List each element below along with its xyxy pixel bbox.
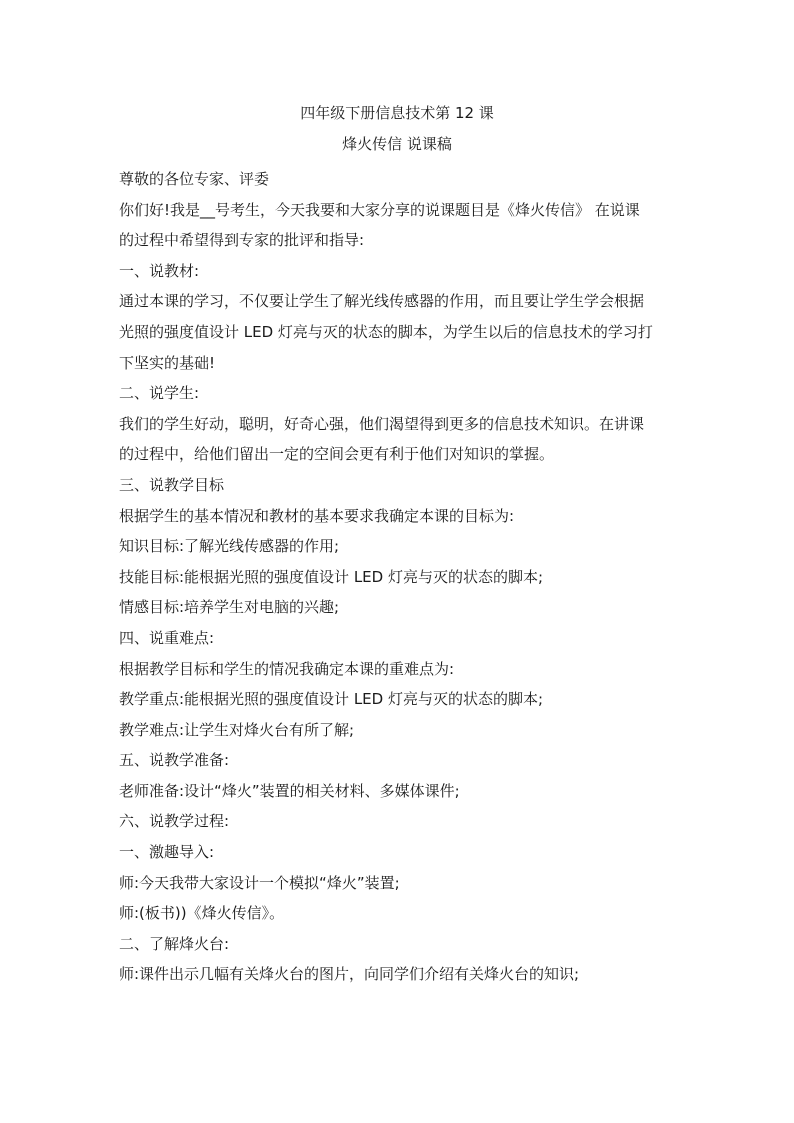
section-heading: 二、说学生:: [119, 384, 200, 403]
text-line: 光照的强度值设计 LED 灯亮与灭的状态的脚本，为学生以后的信息技术的学习打: [119, 322, 653, 341]
section-heading: 三、说教学目标: [119, 475, 225, 494]
text-line: 你们好!我是__号考生，今天我要和大家分享的说课题目是《烽火传信》 在说课: [119, 200, 640, 219]
text-line: 的过程中，给他们留出一定的空间会更有利于他们对知识的掌握。: [119, 445, 555, 464]
document-body: [119, 164, 679, 990]
text-line: 师:(板书))《烽火传信》。: [119, 904, 285, 923]
text-line: 师:课件出示几幅有关烽火台的图片，向同学们介绍有关烽火台的知识;: [119, 965, 580, 984]
section-heading: 四、说重难点:: [119, 628, 215, 647]
text-line: 我们的学生好动，聪明，好奇心强，他们渴望得到更多的信息技术知识。在讲课: [119, 414, 645, 433]
text-line: 教学重点:能根据光照的强度值设计 LED 灯亮与灭的状态的脚本;: [119, 690, 544, 709]
text-line: 根据学生的基本情况和教材的基本要求我确定本课的目标为:: [119, 506, 515, 525]
text-line: 知识目标:了解光线传感器的作用;: [119, 537, 340, 556]
section-heading: 五、说教学准备:: [119, 751, 230, 770]
section-heading: 六、说教学过程:: [119, 812, 230, 831]
text-line: 根据教学目标和学生的情况我确定本课的重难点为:: [119, 659, 455, 678]
document-title: 四年级下册信息技术第 12 课: [300, 104, 494, 122]
section-heading: 一、说教材:: [119, 261, 200, 280]
text-line: 情感目标:培养学生对电脑的兴趣;: [119, 598, 340, 617]
text-line: 师:今天我带大家设计一个模拟“烽火”装置;: [119, 873, 400, 892]
text-line: 下坚实的基础!: [119, 353, 216, 372]
document-subtitle: 烽火传信 说课稿: [342, 135, 452, 153]
text-line: 老师准备:设计“烽火”装置的相关材料、多媒体课件;: [119, 781, 460, 800]
text-line: 通过本课的学习，不仅要让学生了解光线传感器的作用，而且要让学生学会根据: [119, 292, 645, 311]
text-line: 的过程中希望得到专家的批评和指导:: [119, 231, 365, 250]
text-line: 尊敬的各位专家、评委: [119, 170, 270, 188]
section-heading: 二、了解烽火台:: [119, 934, 230, 953]
text-line: 教学难点:让学生对烽火台有所了解;: [119, 720, 355, 739]
text-line: 技能目标:能根据光照的强度值设计 LED 灯亮与灭的状态的脚本;: [119, 567, 544, 586]
section-heading: 一、激趣导入:: [119, 843, 215, 862]
